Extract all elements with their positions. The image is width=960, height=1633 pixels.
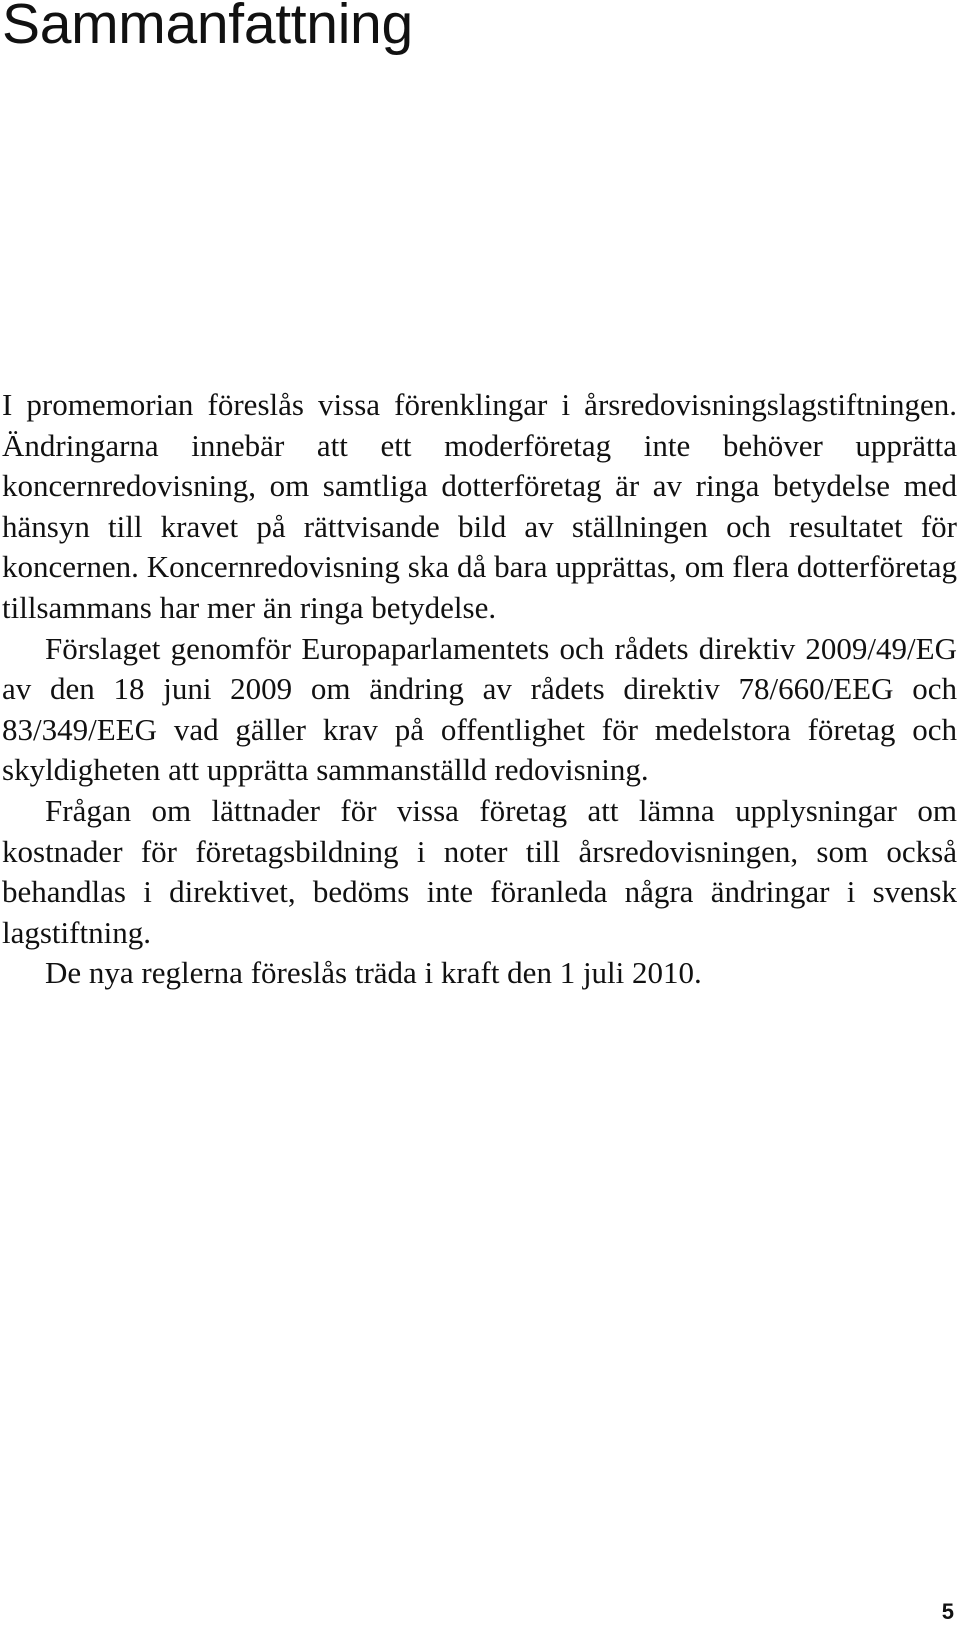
paragraph-disclosure: Frågan om lättnader för vissa företag att lämna upplysningar om kostnader för företagsbildning i noter till årsredovisningen, som också behandlas i direktivet, bedöms inte föranleda några ändringar i svensk lagstiftning. — [2, 792, 957, 950]
page-title: Sammanfattning — [2, 0, 413, 56]
document-body — [2, 385, 957, 994]
paragraph-directive: Förslaget genomför Europaparlamentets och rådets direktiv 2009/49/EG av den 18 juni 2009 om ändring av rådets direktiv 78/660/EEG och 83/349/EEG vad gäller krav på offentlighet för medelstora företag och skyldigheten att upprätta sammanställd redovisning. — [2, 630, 957, 788]
page-number: 5 — [941, 1599, 954, 1624]
paragraph-summary: I promemorian föreslås vissa förenklingar i årsredovisningslagstiftningen. Ändringarna innebär att ett moderföretag inte behöver upprätta koncernredovisning, om samtliga dotterföretag är av ringa betydelse med hänsyn till kravet på rättvisande bild av ställningen och resultatet för koncernen. Koncernredovisning ska då bara upprättas, om flera dotterföretag tillsammans har mer än ringa betydelse. — [2, 387, 957, 625]
paragraph-effective-date: De nya reglerna föreslås träda i kraft den 1 juli 2010. — [45, 955, 702, 991]
